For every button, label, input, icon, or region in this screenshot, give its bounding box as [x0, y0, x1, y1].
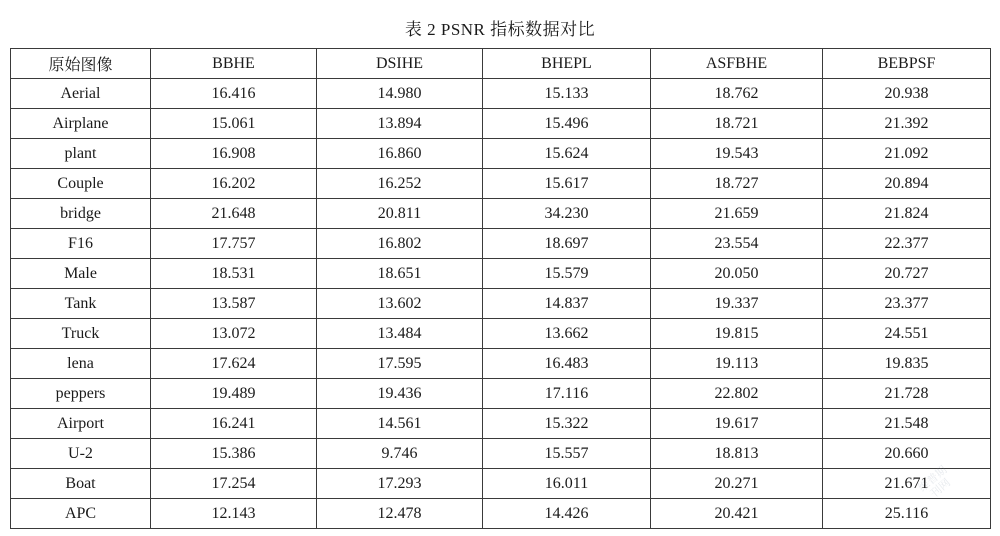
cell-bebpsf: 21.671 [823, 469, 991, 499]
cell-bhepl: 15.322 [483, 409, 651, 439]
column-header-asfbhe: ASFBHE [651, 49, 823, 79]
cell-dsihe: 16.252 [317, 169, 483, 199]
cell-asfbhe: 19.617 [651, 409, 823, 439]
table-body [11, 79, 991, 529]
cell-image-name: U-2 [11, 439, 151, 469]
cell-bebpsf: 20.727 [823, 259, 991, 289]
column-header-bhepl: BHEPL [483, 49, 651, 79]
cell-asfbhe: 19.337 [651, 289, 823, 319]
cell-bbhe: 16.908 [151, 139, 317, 169]
cell-asfbhe: 22.802 [651, 379, 823, 409]
cell-image-name: F16 [11, 229, 151, 259]
cell-dsihe: 16.802 [317, 229, 483, 259]
cell-bebpsf: 21.092 [823, 139, 991, 169]
cell-bbhe: 17.624 [151, 349, 317, 379]
cell-bhepl: 15.557 [483, 439, 651, 469]
cell-bbhe: 15.061 [151, 109, 317, 139]
column-header-dsihe: DSIHE [317, 49, 483, 79]
table-row [11, 409, 991, 439]
cell-asfbhe: 19.543 [651, 139, 823, 169]
column-header-bbhe: BBHE [151, 49, 317, 79]
cell-dsihe: 18.651 [317, 259, 483, 289]
cell-bhepl: 16.011 [483, 469, 651, 499]
cell-asfbhe: 19.815 [651, 319, 823, 349]
cell-dsihe: 13.602 [317, 289, 483, 319]
table-row [11, 439, 991, 469]
cell-bbhe: 16.241 [151, 409, 317, 439]
cell-bebpsf: 22.377 [823, 229, 991, 259]
cell-asfbhe: 21.659 [651, 199, 823, 229]
cell-asfbhe: 20.050 [651, 259, 823, 289]
table-row [11, 109, 991, 139]
cell-asfbhe: 20.421 [651, 499, 823, 529]
cell-bebpsf: 20.894 [823, 169, 991, 199]
cell-image-name: lena [11, 349, 151, 379]
cell-bbhe: 16.202 [151, 169, 317, 199]
cell-bhepl: 18.697 [483, 229, 651, 259]
cell-asfbhe: 23.554 [651, 229, 823, 259]
cell-bhepl: 34.230 [483, 199, 651, 229]
table-row [11, 169, 991, 199]
table-row [11, 259, 991, 289]
cell-bbhe: 17.254 [151, 469, 317, 499]
cell-bhepl: 15.617 [483, 169, 651, 199]
cell-image-name: Male [11, 259, 151, 289]
cell-bbhe: 19.489 [151, 379, 317, 409]
cell-dsihe: 14.980 [317, 79, 483, 109]
cell-bebpsf: 19.835 [823, 349, 991, 379]
column-header-original-image: 原始图像 [11, 49, 151, 79]
cell-bhepl: 14.426 [483, 499, 651, 529]
cell-bhepl: 16.483 [483, 349, 651, 379]
watermark-logo: 维普期刊网 [915, 463, 953, 501]
table-row [11, 469, 991, 499]
cell-dsihe: 13.894 [317, 109, 483, 139]
cell-dsihe: 13.484 [317, 319, 483, 349]
cell-bebpsf: 21.548 [823, 409, 991, 439]
cell-image-name: Aerial [11, 79, 151, 109]
cell-bebpsf: 21.728 [823, 379, 991, 409]
table-row [11, 319, 991, 349]
cell-image-name: Airplane [11, 109, 151, 139]
cell-bhepl: 15.133 [483, 79, 651, 109]
cell-asfbhe: 20.271 [651, 469, 823, 499]
cell-bbhe: 18.531 [151, 259, 317, 289]
cell-bhepl: 14.837 [483, 289, 651, 319]
cell-dsihe: 14.561 [317, 409, 483, 439]
table-caption: 表 2 PSNR 指标数据对比 [404, 20, 596, 39]
table-row [11, 199, 991, 229]
cell-image-name: Airport [11, 409, 151, 439]
cell-asfbhe: 18.727 [651, 169, 823, 199]
table-row [11, 499, 991, 529]
cell-dsihe: 19.436 [317, 379, 483, 409]
cell-bebpsf: 25.116 [823, 499, 991, 529]
cell-bebpsf: 21.824 [823, 199, 991, 229]
table-row [11, 139, 991, 169]
cell-bhepl: 15.579 [483, 259, 651, 289]
cell-bebpsf: 21.392 [823, 109, 991, 139]
cell-bhepl: 13.662 [483, 319, 651, 349]
cell-bebpsf: 24.551 [823, 319, 991, 349]
cell-image-name: bridge [11, 199, 151, 229]
cell-image-name: plant [11, 139, 151, 169]
cell-bhepl: 15.496 [483, 109, 651, 139]
cell-bbhe: 17.757 [151, 229, 317, 259]
cell-asfbhe: 18.813 [651, 439, 823, 469]
cell-dsihe: 9.746 [317, 439, 483, 469]
psnr-comparison-table [10, 48, 991, 529]
cell-dsihe: 20.811 [317, 199, 483, 229]
table-header-row [11, 49, 991, 79]
cell-dsihe: 16.860 [317, 139, 483, 169]
cell-asfbhe: 18.721 [651, 109, 823, 139]
cell-bebpsf: 20.938 [823, 79, 991, 109]
table-row [11, 379, 991, 409]
table-row [11, 79, 991, 109]
cell-bbhe: 16.416 [151, 79, 317, 109]
cell-bbhe: 13.072 [151, 319, 317, 349]
cell-dsihe: 12.478 [317, 499, 483, 529]
cell-dsihe: 17.293 [317, 469, 483, 499]
table-row [11, 289, 991, 319]
cell-bebpsf: 20.660 [823, 439, 991, 469]
cell-bhepl: 15.624 [483, 139, 651, 169]
cell-bebpsf: 23.377 [823, 289, 991, 319]
cell-image-name: peppers [11, 379, 151, 409]
cell-bbhe: 21.648 [151, 199, 317, 229]
cell-image-name: Tank [11, 289, 151, 319]
column-header-bebpsf: BEBPSF [823, 49, 991, 79]
cell-asfbhe: 19.113 [651, 349, 823, 379]
cell-bbhe: 15.386 [151, 439, 317, 469]
cell-bbhe: 13.587 [151, 289, 317, 319]
cell-image-name: APC [11, 499, 151, 529]
cell-bbhe: 12.143 [151, 499, 317, 529]
table-row [11, 229, 991, 259]
cell-image-name: Couple [11, 169, 151, 199]
cell-image-name: Truck [11, 319, 151, 349]
cell-asfbhe: 18.762 [651, 79, 823, 109]
table-row [11, 349, 991, 379]
cell-bhepl: 17.116 [483, 379, 651, 409]
cell-image-name: Boat [11, 469, 151, 499]
cell-dsihe: 17.595 [317, 349, 483, 379]
